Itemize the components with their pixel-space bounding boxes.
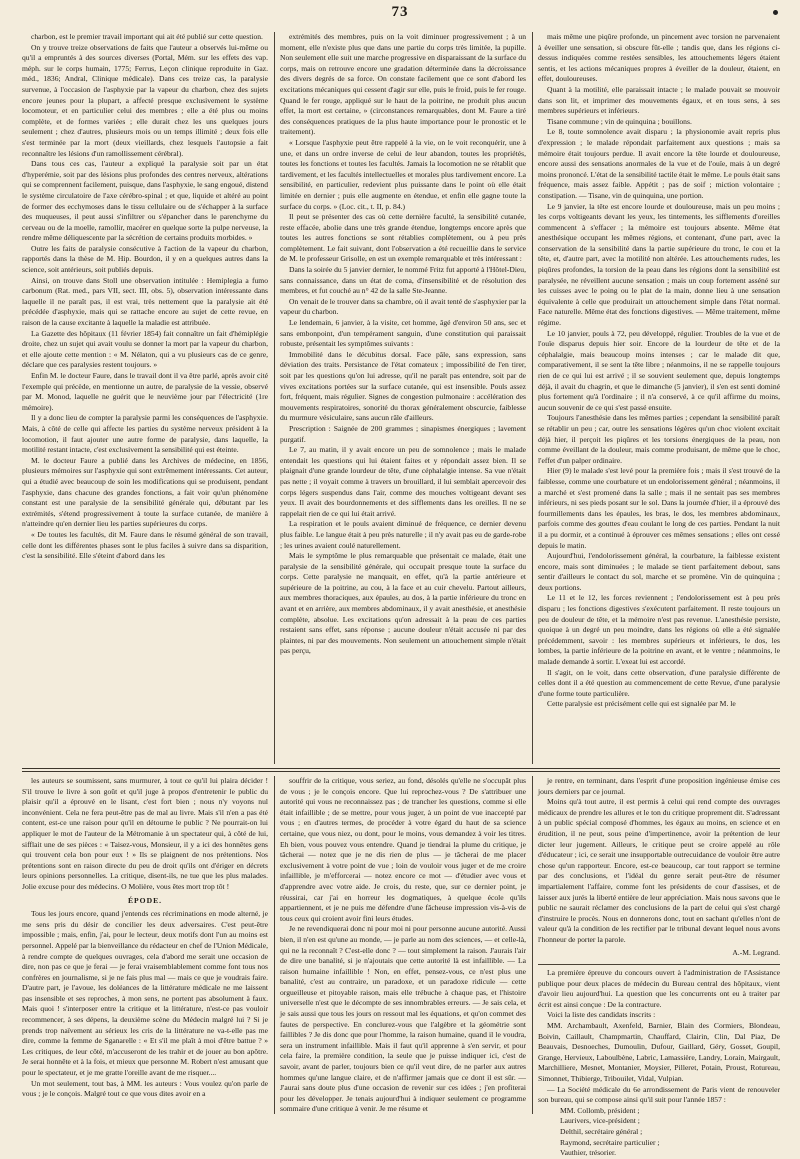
author-signature: A.-M. Legrand. [732,947,780,957]
bureau-member: Laurivers, vice-président ; [560,1116,640,1126]
paragraph: Le 7, au matin, il y avait encore un peu de somnolence ; mais le malade entendait les questions qui lui étaient faites et y répondait assez bien. Il se plaignait d'une grande lourdeur de tête, d'une céphalalgie intense. Sa vue n'était pas nette ; il voyait comme à travers un brouillard, il lui semblait apercevoir des corps légers suspendus dans l'air, comme des mouches voltigeant devant ses yeux. Il avait des bourdonnements et des sifflements dans les oreilles. Il ne se rappelait rien de ce qui lui était arrivé. [280,445,526,518]
paragraph: Mais le symptôme le plus remarquable que présentait ce malade, était une paralysie de la sensibilité générale, qui occupait presque toute la surface du corps. Cette paralysie ne manquait, en effet, qu'à la partie antérieure et supérieure de la poitrine, au cou, à la face et au cuir chevelu. Partout ailleurs, aux membres thoraciques, aux épaules, au dos, à la partie inférieure du tronc en avant et en arrière, aux membres abdominaux, il y avait anesthésie, et anesthésie complète, absolue. Les excitations qu'on adressait à la peau de ces parties restaient sans effet, sans réponse ; aucune douleur n'était accusée ni par des plaintes, ni par des mouvements. Non seulement un attouchement simple n'était pas perçu, [280,551,526,656]
paragraph: Immobilité dans le décubitus dorsal. Face pâle, sans expression, sans déviation des traits. Persistance de l'état comateux ; impossibilité de l'en tirer, soit par les questions qu'on lui adresse, qu'il ne paraît pas entendre, soit par de vives excitations portées sur la surface cutanée, qui est insensible. Pouls assez fort, fréquent, mais régulier. Signes de congestion pulmonaire : accélération des mouvements respiratoires, sonorité du thorax généralement obscurcie, faiblesse du murmure vésiculaire, sans aucun râle d'ailleurs. [280,349,526,423]
paragraph: Tous les jours encore, quand j'entends ces récriminations en mode alterné, je me sens pris du désir de concilier les deux adversaires. C'est peut-être impossible ; mais, enfin, j'ai, pour le lecteur, deux motifs dont l'un au moins est personnel. Appelé par la bienveillance du rédacteur en chef de l'Union Médicale, à rendre compte de quelques ouvrages, cela d'abord me serait une occasion de dire, non pas ce que je ferai — je ferai vraisemblablement comme font tous nos confrères en journalisme, si je ne fais plus mal — mais ce que je voudrais faire. D'autre part, je l'avoue, les doléances de la littérature médicale ne me laissent pas insensible et ses reproches, à mon sens, ne portent pas absolument à faux. Mais quoi ! s'interposer entre la critique et la littérature, n'est-ce pas vouloir recommencer, à ses dépens, la deuxième scène du Médecin malgré lui ? Si je prends trop naïvement au sérieux les cris de la littérature ne va-t-elle pas me dire, comme la femme de Sganarelle : « Et s'il me plaît à moi d'être battue ? » Les critiques, de leur côté, m'accuseront de les trahir et de jouer au bon apôtre. Je serai honnête et à la fois, et mieux que personne M. Robert n'est amusant que pour le spectateur, et je me gratte l'oreille avant de me risquer.... [22,909,268,1078]
feuilleton-rule-top [22,768,780,769]
feuilleton-rule-bottom [22,771,780,772]
paragraph: Prescription : Saignée de 200 grammes ; sinapismes énergiques ; lavement purgatif. [280,423,526,444]
bureau-member: Delthil, secrétaire général ; [560,1127,643,1136]
paragraph: les auteurs se soumissent, sans murmurer, à tout ce qu'il lui plaira décider ! S'il trouve le livre à son goût et qu'il juge à propos d'entretenir le public du plaisir qu'il a éprouvé en le lisant, c'est fort bien ; nous n'y voyons nul inconvénient. Cela ne fera peut-être pas de mal au livre. Mais s'il n'en a pas été content, est-ce une raison pour qu'il en détourne le public ? Ne pourrait-on lui appliquer le mot de l'auteur de la Métromanie à un spectateur qui, à côté de lui, sifflait une de ses pièces : « Taisez-vous, Monsieur, il y a ici des honnêtes gens qui trouvent cela bon pour eux ! » Ils se plaignent de nos prétentions. Nos prétentions sont en raison directe du peu de droit qu'ils ont d'ériger en décrets leurs opinions personnelles. La critique, disent-ils, ne tue que les plus malades. Jolie excuse pour des médecins. O Molière, vous êtes mort trop tôt ! [22,776,268,891]
column-divider [532,776,533,1114]
paragraph: M. le docteur Faure a publié dans les Archives de médecine, en 1856, plusieurs mémoires sur l'asphyxie qui sont extrêmement intéressants. Cet auteur, qui a étudié avec beaucoup de soin les modifications qui se produisent, pendant l'asphyxie, dans chacune des grandes fonctions, a fait voir qu'un phénomène constant est une paralysie de la sensibilité générale qui, débutant par les extrémités, s'étend progressivement à toute la surface cutanée, de manière à n'atteindre qu'en dernier lieu les parties supérieures du corps. [22,455,268,529]
paragraph: Ainsi, on trouve dans Stoll une observation intitulée : Hemiplegia a fumo carbonum (Rat. med., pars VII, sect. III, obs. 5), observation intéressante dans laquelle il ne paraît pas, il est vrai, très nettement que la paralysie ait été précédée d'asphyxie, mais qui se rattache encore au sujet de cette revue, en raison de la cause excitante à laquelle la maladie est attribuée. [22,275,268,328]
feuilleton-column-1 [22,776,268,1114]
paragraph: Quant à la motilité, elle paraissait intacte ; le malade pouvait se mouvoir dans son lit, et imprimer des mouvements égaux, et en tous sens, à ses membres supérieurs et inférieurs. [538,84,780,116]
paragraph: « De toutes les facultés, dit M. Faure dans le résumé général de son travail, celle dont les différentes phases sont le plus faciles à suivre dans sa disparition, c'est la sensibilité. Elle s'éteint d'abord dans les [22,529,268,561]
column-divider [274,32,275,764]
paragraph: Enfin M. le docteur Faure, dans le travail dont il va être parlé, après avoir cité l'exemple qui précède, en mentionne un autre, de paralysie de la vessie, observé par M. Monod, laquelle ne guérit que le neuvième jour par l'électricité (1re mémoire). [22,371,268,412]
paragraph: Hier (9) le malade s'est levé pour la première fois ; mais il s'est trouvé de la faiblesse, comme une courbature et un endolorissement général ; néanmoins, il a marché et s'est promené dans la salle ; mais il ne sentait pas ses membres inférieurs, ni ses pieds posant sur le sol. Dans la journée d'hier, il a éprouvé des fourmillements dans les épaules, les bras, le dos, les membres abdominaux, parfois comme des gouttes d'eau coulant le long de ces parties. Pendant la nuit il a pu dormir, et a continué à éprouver ces mêmes sensations ; elles ont cessé depuis le matin. [538,466,780,550]
paragraph: La respiration et le pouls avaient diminué de fréquence, ce dernier devenu plus faible. Le langue était à peu près naturelle ; il n'y avait pas eu de garde-robe ; les urines avaient coulé naturellement. [280,519,526,550]
feuilleton-column-2 [280,776,526,1114]
notice-paragraph: — La Société médicale du 6e arrondissement de Paris vient de renouveler son bureau, qui se compose ainsi qu'il suit pour l'année 1857 : [538,1084,780,1105]
feuilleton-column-3 [538,776,780,1158]
paragraph: Dans tous ces cas, l'auteur a expliqué la paralysie soit par un état d'hyperémie, soit par des lésions plus profondes des centres nerveux, altérations qui se comprennent facilement, puisque, dans l'asphyxie, le sang engoué, distend le système circulatoire de l'axe cérébro-spinal ; et que, liquide et altéré au point de former des ecchymoses dans le tissu cellulaire ou de s'échapper à la surface des muqueuses, il peut aussi s'infiltrer ou s'épancher dans le parenchyme du cerveau ou de la moelle, ramollir, macérer en quelque sorte la pulpe nerveuse, la rendre même déliquescente par la sécrétion de certains produits morbides. » [22,159,268,243]
column-divider [532,32,533,764]
paragraph: Il peut se présenter des cas où cette dernière faculté, la sensibilité cutanée, reste effacée, abolie dans une très grande étendue, longtemps encore après que toutes les autres fonctions se sont rétablies complètement, ou à peu près complètement. Le fait suivant, dont l'observation a été recueillie dans le service de M. le professeur Grisolle, en est un exemple remarquable et très intéressant : [280,212,526,264]
paragraph: Le lendemain, 6 janvier, à la visite, cet homme, âgé d'environ 50 ans, sec et sans embonpoint, d'un tempérament sanguin, d'une constitution qui paraissait robuste, présentait les symptômes suivants : [280,318,526,349]
paragraph: je rentre, en terminant, dans l'esprit d'une proposition ingénieuse émise ces jours derniers par ce journal. [538,776,780,796]
column-divider [274,776,275,1114]
notice-paragraph: Voici la liste des candidats inscrits : [547,1010,656,1020]
paragraph: mais même une piqûre profonde, un pincement avec torsion ne parvenaient à éveiller une sensation, si obscure fût-elle ; tandis que, dans les régions ci-dessus indiquées comme restées sensibles, les attouchements légers étaient sentis, et les actions mécaniques propres à éveiller de la douleur, étaient, en effet, douloureuses. [538,32,780,84]
bureau-member: Vauthier, trésorier. [560,1148,616,1158]
article-column-2 [280,32,526,764]
paragraph: Dans la soirée du 5 janvier dernier, le nommé Fritz fut apporté à l'Hôtel-Dieu, sans connaissance, dans un état de coma, d'insensibilité et de résolution des membres, et fut couché au n° 42 de la salle Ste-Jeanne. [280,265,526,296]
paragraph: « Lorsque l'asphyxie peut être rappelé à la vie, on le voit reconquérir, une à une, et dans un ordre inverse de celui de leur abandon, toutes les propriétés, toutes les fonctions et toutes les facultés. Jamais la locomotion ne se rétablit que tardivement, et les facultés intellectuelles et morales plus tardivement encore. La sensibilité, en particulier, redevient plus puissante dans le point où elle était limitée en dernier ; puis elle augmente en étendue, et enfin elle gagne toute la surface du corps. » (Loc. cit., t. II, p. 84.) [280,137,526,211]
paragraph: On venait de le trouver dans sa chambre, où il avait tenté de s'asphyxier par la vapeur du charbon. [280,296,526,317]
page-number: 73 [391,4,409,20]
bureau-member: MM. Collomb, président ; [560,1105,640,1115]
paragraph: Le 8, toute somnolence avait disparu ; la physionomie avait repris plus d'expression ; le malade répondait parfaitement aux questions ; mais sa mémoire était toujours perdue. Il avait encore la tête lourde et douloureuse, encore aussi des sensations anormales de la vue et de l'ouïe, mais à un degré moins prononcé. L'état de la sensibilité tactile était le même. Le pouls était sans fréquence, mais assez faible. Appétit ; pas de soif ; miction volontaire ; constipation. — Tisane, vin de quinquina, une portion. [538,127,780,200]
paragraph: Le 9 janvier, la tête est encore lourde et douloureuse, mais un peu moins ; les corps voltigeants devant les yeux, les tintements, les sifflements d'oreilles commencent à s'effacer ; la mémoire est toujours absente. Même état anesthésique occupant les mêmes régions, et contenant, d'une part, avec la conservation de la sensibilité dans la partie supérieure du tronc, le cou et la tête, et, d'autre part, avec la motilité non altérée. Les attouchements rudes, les piqûres profondes, la torsion de la peau dans les régions dont la sensibilité est paralysée, ne réveillent aucune sensation ; mais un coup fortement asséné sur les cuisses avec le poing ou le plat de la main, donne lieu à une sensation équivalente à celle que produirait un attouchement simple dans l'état normal. Face naturelle. Même état des fonctions digestives. — Même traitement, même régime. [538,201,780,328]
section-heading: ÉPODE. [127,895,163,905]
paragraph: Un mot seulement, tout bas, à MM. les auteurs : Vous voulez qu'on parle de vous ; je le conçois. Malgré tout ce que vous dites avoir en a [22,1078,268,1099]
paragraph: On y trouve treize observations de faits que l'auteur a observés lui-même ou qu'il a empruntés à des sources diverses (Portal, Mém. sur les effets des vap. méph. sur le corps humain, 1775; Ferrus, Leçon clinique reproduite in Gaz. méd., 1836; Andral, Clinique médicale). Dans ces treize cas, la paralysie survenue, à l'occasion de l'asphyxie par la vapeur du charbon, chez des sujets encore jeunes pour la plupart, a affecté presque exclusivement le système locomoteur, et en particulier celui des membres ; elle a été plus ou moins complète, et de formes variées ; elle durait chez les uns quelques jours seulement ; chez d'autres, plusieurs mois ou un temps illimité ; deux fois elle s'est terminée par la mort (deux vieillards, chez lesquels l'autopsie a fait reconnaître les lésions d'un ramollissement cérébral). [22,42,268,158]
paragraph: Cette paralysie est précisément celle qui est signalée par M. le [547,699,736,709]
paragraph: Il s'agit, on le voit, dans cette observation, d'une paralysie différente de celles dont il a été question au commencement de cette Revue, d'une paralysie d'une forme toute particulière. [538,667,780,698]
bureau-member: Raymond, secrétaire particulier ; [560,1137,660,1147]
paragraph: Moins qu'à tout autre, il est permis à celui qui rend compte des ouvrages médicaux de prendre les allures et le ton du critique proprement dit. S'adressant à un public spécial composé d'hommes, les égaux au moins, en science et en érudition, il ne peut, sous peine d'impertinence, avoir la prétention de leur dicter leur jugement. Ailleurs, le critique peut se croire appelé au rôle d'éducateur ; ici, ce serait une insupportable outrecuidance de vouloir être autre chose qu'un rapporteur. Encore, est-ce beaucoup, car tout rapport se termine par des conclusions, et l'idéal du genre serait peut-être de résumer impartialement l'affaire, comme font les présidents de cour d'assises, et de laisser aux jurés la liberté entière de leur appréciation. Mais nous savons que le public ne saurait réclamer des conclusions de la part de celui qui s'est chargé d'instruire le procès. Nous en donnerons donc, tout en sachant qu'elles n'ont de valeur qu'à la condition de les rectifier par le tribunal devant lequel nous avons l'honneur de porter la parole. [538,797,780,944]
article-column-3 [538,32,780,764]
paragraph: Il y a donc lieu de compter la paralysie parmi les conséquences de l'asphyxie. Mais, à côté de celle qui affecte les parties du système nerveux président à la locomotion, il faut ajouter une autre forme de paralysie, dans laquelle, la motilité restant intacte, c'est exclusivement la sensibilité qui est éteinte. [22,413,268,455]
notice-paragraph: MM. Archambault, Axenfeld, Barnier, Blain des Cormiers, Blondeau, Boivin, Caillault, Champmartin, Chauffard, Clairin, Clin, Dal Piaz, De Beauvais, Desnoeches, Dumoulin, Dufour, Gaillard, Géry, Gosset, Goupil, Grange, Hervieux, Laboulbène, Labric, Lamassière, Landry, Lorain, Mairgault, Marchilliere, Mesnet, Montanier, Moysier, Pilleret, Potain, Proust, Rotureau, Simonnet, Thibierge, Tribouilet, Vidal, Vulpian. [538,1021,780,1084]
paragraph: Aujourd'hui, l'endolorissement général, la courbature, la faiblesse existent encore, mais sont diminuées ; le malade se tient parfaitement debout, sans sentir d'ailleurs le contact du sol, marche et se promène. Vin de quinquina ; deux portions. [538,551,780,592]
news-notice-divider [538,964,780,965]
paragraph: La Gazette des hôpitaux (11 février 1854) fait connaître un fait d'hémiplégie droite, chez un sujet qui avait voulu se donner la mort par la vapeur du charbon, et elle ajoute cette mention : « M. Nélaton, qui a vu plusieurs cas de ce genre, déclare que ces paralysies restent toujours. » [22,328,268,370]
notice-paragraph: La première épreuve du concours ouvert à l'administration de l'Assistance publique pour deux places de médecin du Bureau central des hôpitaux, vient d'avoir lieu aujourd'hui. La question que les concurrents ont eu à traiter par écrit est ainsi conçue : De la contracture. [538,968,780,1009]
paragraph: Outre les faits de paralysie consécutive à l'action de la vapeur du charbon, rapportés dans la thèse de M. Hip. Bourdon, il y en a quelques autres dans la science, soit antérieurs, soit publiés depuis. [22,243,268,275]
article-column-1 [22,32,268,764]
paragraph: charbon, est le premier travail important qui ait été publié sur cette question. [31,32,263,41]
paragraph: Le 11 et le 12, les forces reviennent ; l'endolorissement est à peu près disparu ; les fonctions digestives s'exécutent parfaitement. Il reste toujours un peu de douleur de tête, et la mémoire n'est pas revenue. L'anesthésie persiste, quoique à un degré un peu moindre, dans les régions où elle a été signalée précédemment, savoir : les membres supérieurs et inférieurs, le dos, les lombes, la partie inférieure de la poitrine en avant, et le ventre ; néanmoins, le malade demande à sortir. L'exeat lui est accordé. [538,593,780,667]
paragraph: Tisane commune ; vin de quinquina ; bouillons. [547,116,692,126]
paragraph: Le 10 janvier, pouls à 72, peu développé, régulier. Troubles de la vue et de l'ouïe disparus depuis hier soir. Encore de la lourdeur de tête et de la céphalalgie, mais beaucoup moins intenses ; car le malade dit que, comparativement, il se sent la tête libre ; néanmoins, il ne se rappelle toujours rien de ce qui lui est arrivé ; il se souvient seulement que, depuis longtemps déjà, il avait du chagrin, et que le dimanche (5 janvier), il s'en est senti dominé plus fortement qu'à l'ordinaire ; il n'a conservé, à ce qu'il affirme du moins, aucun souvenir de ce qui s'est passé ensuite. [538,328,780,412]
paragraph: souffrir de la critique, vous seriez, au fond, désolés qu'elle ne s'occupât plus de vous ; je le conçois encore. Que lui reprochez-vous ? De s'attribuer une autorité qui vous ne reconnaissez pas ; de trancher les questions, comme si elle était infaillible ; de se mettre, pour vous juger, à un point de vue inaccepté par vous ; en d'autres termes, de procéder à votre égard du haut de sa science certaine, que vous niez, ou dont, pour le moins, vous demandez à voir les titres. Eh bien, vous pouvez vous entendre. Quand je tiendrai la plume du critique, je tâcherai — notez que je ne dis rien de plus — je tâcherai de me placer exclusivement à votre point de vue ; loin de vouloir vous juger et de me croire infaillible, je m'efforcerai — notez encore ce mot — d'étudier avec vous et d'apprendre avec votre aide. Je crois, du reste, que, sur ce dernier point, je réussirai, car j'ai en horreur les dogmatiques, à quelque école qu'ils appartiennent, et je ne puis me défendre d'une fâcheuse impression vis-à-vis de tous ceux qui croient avoir fini leurs études. [280,776,526,923]
ink-dot [773,10,778,15]
paragraph: extrémités des membres, puis on la voit diminuer progressivement ; à un moment, elle n'existe plus que dans une partie du corps très limitée, la pupille. Non seulement elle suit une marche progressive en disparaissant de la surface du corps, mais on retrouve encore une gradation déterminée dans la décroissance des divers degrés de sa force. On constate facilement que ce sont d'abord les excitations mécaniques qui cessent d'agir sur elle, puis le froid, puis le fer rouge. Quand le fer rouge, appliqué sur le haut de la poitrine, ne produit plus aucun effet, la mort est certaine, » (circonstances remarquables, dont M. Faure a tiré des conséquences pratiques de la plus haute importance pour le pronostic et le traitement). [280,32,526,137]
paragraph: Je ne revendiquerai donc ni pour moi ni pour personne aucune autorité. Aussi bien, il n'en est qu'une au monde, — je parle au nom des sciences, — et celle-là, qui ne la reconnaît ? C'est-elle donc ? — tout simplement la raison. J'aurais l'air de dire une banalité, si je n'ajoutais que cette autorité là est infaillible. — La raison humaine infaillible ! Non, en effet, pensez-vous, ce n'est plus une banalité, c'est au contraire, un paradoxe, et un paradoxe ridicule — cette orgueilleuse et pitoyable raison, mais elle trébuche à chaque pas, et l'histoire universelle n'est que le décompte de ses innombrables erreurs. — Je sais cela, et je sais aussi que tous les jours on ressout mal les équations, et qu'on commet des fautes de perspective. En conclurez-vous que l'algèbre et la géométrie sont faillibles ? Je dis donc que pour l'homme, la raison humaine, quand il le voudra, sera un instrument infaillible. Mais il faut qu'il apprenne à s'en servir, et pour cela faire, la première condition, la seule que je puisse indiquer ici, c'est de savoir, avant de parler, toujours bien ce qu'il veut dire, de ne parler aux autres hommes qu'une langue claire, et de n'affirmer jamais que ce dont il est sûr. — J'aurai sans doute plus d'une occasion de revenir sur ces idées ; j'en profiterai pour les développer. Je tenais aujourd'hui à indiquer seulement ce programme sommaire d'une critique à venir. Je me résume et [280,924,526,1114]
paragraph: Toujours l'anesthésie dans les mêmes parties ; cependant la sensibilité paraît se rétablir un peu ; car, outre les sensations légères qu'un choc violent excitait déjà hier, il perçoit les piqûres et les torsions énergiques de la peau, non comme éveillant de la douleur, mais comme produisant, de même que le choc, l'effet d'un palper ordinaire. [538,413,780,465]
